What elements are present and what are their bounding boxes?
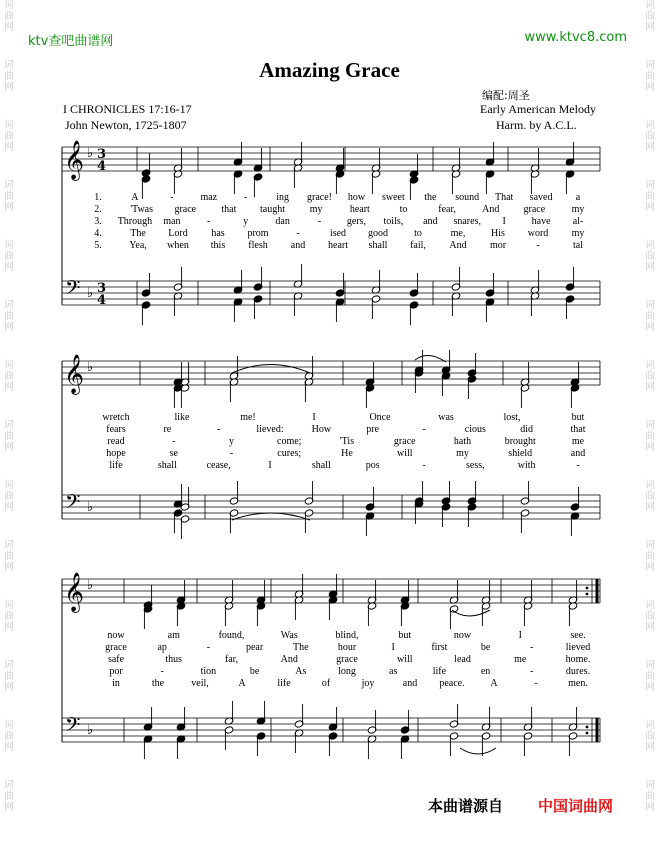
lyric-syllable: my [456,448,469,459]
lyric-syllable: And [449,240,467,251]
lyric-syllable: How [311,424,332,435]
lyric-syllable: y [243,216,249,227]
lyric-syllable: 3. [94,216,102,227]
lyric-syllable: - [229,448,234,459]
lyric-syllable: life [432,666,447,677]
lyric-syllable: grace [105,642,127,653]
lyric-syllable: sound [455,192,480,203]
melody-credit: Early American Melody [480,102,596,116]
lyric-syllable: snares, [453,216,481,227]
lyric-syllable: se [169,448,178,459]
lyric-syllable: and [570,448,586,459]
side-watermark-text: 词 曲 网 [645,0,655,33]
lyric-syllable: toils, [383,216,404,227]
key-signature-flat: ♭ [87,723,94,738]
lyric-syllable: 'Tis [339,436,355,447]
side-watermark-text: 词 曲 网 [4,120,14,153]
lyric-syllable: now [107,630,125,641]
lyric-syllable: was [438,412,454,423]
lyric-syllable: - [160,666,164,677]
lyric-syllable: lieved [565,642,591,653]
lyric-syllable: grace [523,204,546,215]
lyric-syllable: shall [157,460,177,471]
lyric-syllable: grace [336,654,358,665]
key-signature-flat: ♭ [87,360,94,375]
lyric-syllable: to [414,228,422,239]
repeat-dot [586,593,589,596]
lyric-syllable: good [368,228,388,239]
side-watermark-text: 词 曲 网 [645,780,655,813]
lyric-syllable: His [491,228,505,239]
lyric-syllable: cious [464,424,486,435]
lyric-syllable: cease, [206,460,231,471]
side-watermark-text: 词 曲 网 [4,660,14,693]
lyric-syllable: when [167,240,189,251]
lyric-syllable: have [531,216,551,227]
lyric-syllable: en [480,666,491,677]
scripture-reference: I CHRONICLES 17:16-17 [63,102,192,116]
side-watermark-text: 词 曲 网 [4,540,14,573]
tie [460,748,496,754]
site-watermark-left: ktv查吧曲谱网 [28,34,114,49]
lyric-syllable: shield [508,448,533,459]
lyric-syllable: fail, [410,240,426,251]
lyric-syllable: I [391,642,395,653]
lyric-syllable: life [109,460,123,471]
lyric-syllable: wretch [102,412,130,423]
lyric-syllable: and [423,216,438,227]
lyric-syllable: me, [450,228,466,239]
lyric-syllable: veil, [191,678,209,689]
treble-clef: 𝄞 [64,354,85,394]
lyric-syllable: 5. [94,240,102,251]
lyric-syllable: Lord [168,228,188,239]
lyric-syllable: sess, [466,460,485,471]
side-watermark-text: 词 曲 网 [4,420,14,453]
lyric-syllable: pre [366,424,380,435]
lyric-syllable: brought [504,436,536,447]
lyric-syllable: grace [174,204,197,215]
side-watermark-text: 词 曲 网 [645,60,655,93]
lyric-syllable: to [399,204,408,215]
side-watermark-text: 词 曲 网 [4,780,14,813]
lyric-syllable: peace. [439,678,465,689]
lyric-syllable: - [206,642,211,653]
lyric-syllable: joy [361,678,375,689]
lyric-syllable: come; [277,436,302,447]
lyric-syllable: thus [165,654,183,665]
key-signature-flat: ♭ [87,500,94,515]
lyric-syllable: Once [369,412,391,423]
lyric-syllable: - [530,666,534,677]
lyric-syllable: with [517,460,536,471]
side-watermark-text: 词 曲 网 [645,240,655,273]
side-watermark-text: 词 曲 网 [4,60,14,93]
lyric-syllable: pear [245,642,264,653]
lyric-syllable: - [530,642,534,653]
side-watermark-text: 词 曲 网 [645,300,655,333]
time-signature-top: 3 [97,147,107,162]
lyric-syllable: hope [106,448,126,459]
lyric-syllable: tion [200,666,217,677]
side-watermark-text: 词 曲 网 [4,300,14,333]
footer-source-name: 中国词曲网 [538,797,614,815]
lyric-syllable: - [422,424,426,435]
lyric-syllable: how [347,192,366,203]
lyric-syllable: prom [247,228,269,239]
side-watermark-text: 词 曲 网 [645,180,655,213]
treble-clef: 𝄞 [64,572,85,612]
repeat-dot [586,726,589,729]
lyric-syllable: my [571,204,585,215]
repeat-dot [586,587,589,590]
lyric-syllable: 1. [94,192,102,203]
lyric-syllable: man [163,216,181,227]
lyric-syllable: men. [568,678,588,689]
side-watermark-text: 词 曲 网 [645,540,655,573]
lyric-syllable: mor [489,240,507,251]
lyric-syllable: A [131,192,139,203]
lyric-syllable: - [172,436,176,447]
key-signature-flat: ♭ [87,146,94,161]
side-watermark-text: 词 曲 网 [4,480,14,513]
lyric-syllable: me [571,436,585,447]
side-watermark-text: 词 曲 网 [4,360,14,393]
lyric-syllable: safe [107,654,125,665]
lyric-syllable: be [480,642,491,653]
lyric-syllable: pos [365,460,380,471]
lyric-syllable: - [296,228,300,239]
side-watermark-text: 词 曲 网 [645,600,655,633]
arranger-credit: 编配:周圣 [482,89,530,102]
lyric-syllable: as [389,666,398,677]
lyric-syllable: 'Twas [130,204,154,215]
lyric-syllable: The [293,642,309,653]
lyric-syllable: hath [453,436,472,447]
lyric-syllable: saved [529,192,553,203]
side-watermark-text: 词 曲 网 [645,360,655,393]
lyric-syllable: a [575,192,581,203]
lyric-syllable: has [211,228,225,239]
lyric-syllable: life [277,678,291,689]
lyric-syllable: my [309,204,323,215]
lyric-syllable: will [396,654,413,665]
lyric-syllable: be [249,666,260,677]
lyric-syllable: cures; [277,448,302,459]
lyric-syllable: see. [570,630,586,641]
lyric-syllable: shall [311,460,331,471]
lyric-syllable: 2. [94,204,102,215]
lyric-syllable: lost, [503,412,521,423]
lyric-syllable: like [174,412,190,423]
lyric-syllable: A [490,678,498,689]
time-signature-bottom: 4 [97,293,107,308]
lyric-syllable: blind, [335,630,359,641]
lyric-syllable: that [221,204,237,215]
lyric-syllable: Through [117,216,153,227]
lyric-syllable: 4. [94,228,102,239]
lyric-syllable: - [216,424,221,435]
lyric-syllable: hour [337,642,357,653]
side-watermark-text: 词 曲 网 [4,0,14,33]
lyric-syllable: the [424,192,437,203]
lyric-syllable: now [453,630,472,641]
lyric-syllable: this [210,240,226,251]
lyric-syllable: And [482,204,500,215]
lyric-syllable: y [229,436,234,447]
lyric-syllable: will [396,448,413,459]
lyric-syllable: - [244,192,248,203]
lyric-syllable: found, [218,630,245,641]
lyric-syllable: first [431,642,448,653]
lyric-syllable: dures. [565,666,591,677]
lyric-syllable: - [576,460,580,471]
lyric-syllable: gers, [346,216,367,227]
lyric-syllable: tal [573,240,583,251]
lyric-syllable: did [520,424,534,435]
key-signature-flat: ♭ [87,578,94,593]
harmony-credit: Harm. by A.C.L. [496,118,577,132]
lyric-syllable: A [238,678,246,689]
lyric-syllable: the [151,678,165,689]
lyric-syllable: - [422,460,426,471]
lyric-syllable: word [527,228,549,239]
bass-clef: 𝄢 [65,490,81,518]
song-title: Amazing Grace [259,58,400,82]
lyrics-layer [94,192,590,689]
lyric-syllable: fear, [438,204,456,215]
lyric-syllable: and [290,240,306,251]
lyric-syllable: al- [572,216,584,227]
lyric-syllable: re [163,424,172,435]
lyric-syllable: grace! [307,192,333,203]
lyric-syllable: I [502,216,506,227]
bass-clef: 𝄢 [65,276,81,304]
lyric-syllable: of [321,678,331,689]
treble-clef: 𝄞 [64,140,85,180]
side-watermark-text: 词 曲 网 [645,120,655,153]
side-watermark-text: 词 曲 网 [645,420,655,453]
side-watermark-text: 词 曲 网 [645,660,655,693]
footer-source-label: 本曲谱源自 [428,797,504,815]
lyric-syllable: - [317,216,322,227]
lyric-syllable: but [398,630,412,641]
lyric-syllable: The [130,228,146,239]
lyric-syllable: and [402,678,418,689]
lyric-syllable: I [312,412,316,423]
tie [232,365,310,374]
lyric-syllable: ised [329,228,347,239]
lyric-syllable: am [167,630,180,641]
lyric-syllable: - [536,240,540,251]
side-watermark-text: 词 曲 网 [4,600,14,633]
time-signature-bottom: 4 [97,159,107,174]
lyric-syllable: por [109,666,123,677]
lyric-syllable: me! [240,412,256,423]
side-watermark-text: 词 曲 网 [4,180,14,213]
lyric-syllable: my [571,228,585,239]
lyric-syllable: Yea, [129,240,147,251]
lyric-syllable: in [112,678,120,689]
lyric-syllable: I [268,460,272,471]
lyric-syllable: taught [260,204,286,215]
lyric-syllable: And [280,654,298,665]
repeat-dot [586,732,589,735]
lyric-syllable: grace [393,436,416,447]
lyric-syllable: read [107,436,125,447]
lyric-syllable: far, [224,654,239,665]
key-signature-flat: ♭ [87,286,94,301]
lyric-syllable: - [534,678,538,689]
lyricist-credit: John Newton, 1725-1807 [65,118,187,132]
time-signature-top: 3 [97,281,107,296]
lyric-syllable: sweet [381,192,405,203]
lyric-syllable: me [514,654,527,665]
lyric-syllable: flesh [248,240,268,251]
side-watermark-text: 词 曲 网 [4,720,14,753]
lyric-syllable: maz [200,192,218,203]
lyric-syllable: home. [565,654,591,665]
side-watermark-text: 词 曲 网 [645,720,655,753]
lyric-syllable: - [170,192,174,203]
site-watermark-right: www.ktvc8.com [524,30,627,45]
lyric-syllable: That [494,192,514,203]
lyric-syllable: heart [349,204,370,215]
lyric-syllable: - [207,216,211,227]
lyric-syllable: ing [276,192,290,203]
lyric-syllable: fears [106,424,126,435]
lyric-syllable: heart [328,240,348,251]
lyric-syllable: long [338,666,356,677]
lyric-syllable: lead [454,654,471,665]
lyric-syllable: ap [157,642,167,653]
lyric-syllable: but [571,412,585,423]
lyric-syllable: Was [280,630,298,641]
lyric-syllable: I [518,630,522,641]
lyric-syllable: As [295,666,307,677]
lyric-syllable: dan [275,216,290,227]
bass-clef: 𝄢 [65,713,81,741]
lyric-syllable: shall [368,240,388,251]
side-watermark-text: 词 曲 网 [4,240,14,273]
lyric-syllable: lieved: [256,424,284,435]
lyric-syllable: He [341,448,353,459]
tie [452,610,490,616]
lyric-syllable: that [570,424,586,435]
side-watermark-text: 词 曲 网 [645,480,655,513]
